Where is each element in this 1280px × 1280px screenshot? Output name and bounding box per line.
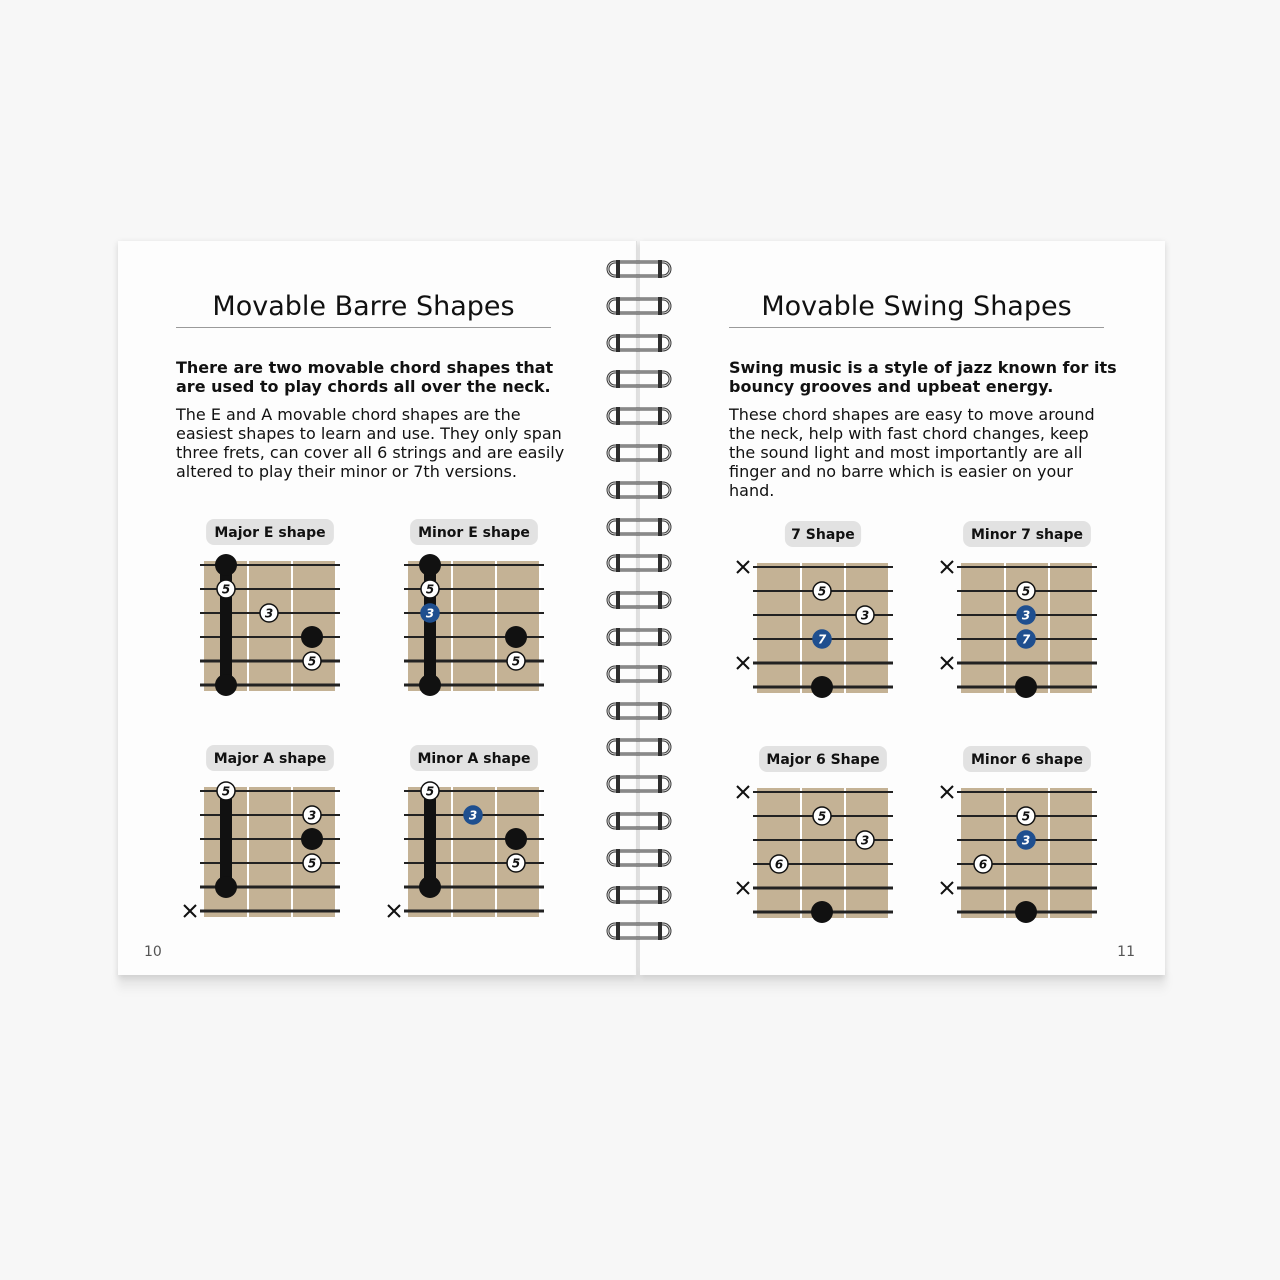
interval-label: 3 [860,608,870,623]
interval-label: 3 [425,606,435,621]
interval-label: 5 [1021,809,1031,824]
binding-coil [606,479,672,501]
root-dot [811,901,833,923]
interval-label: 5 [425,784,435,799]
body-paragraph: The E and A movable chord shapes are the easiest shapes to learn and use. They only span three frets, can cover all 6 strings and are easily altered to play their minor or 7th versions. [176,405,565,481]
diagram-label: Minor 7 shape [971,527,1083,543]
root-dot [215,876,237,898]
interval-label: 6 [774,857,784,872]
page-title: Movable Swing Shapes [729,291,1104,328]
chord-diagram [737,746,893,923]
root-dot [301,626,323,648]
diagram-label: Major E shape [214,525,326,541]
interval-label: 5 [307,654,317,669]
diagram-label: Major A shape [213,751,327,767]
binding-coil [606,368,672,390]
muted-string-x [941,657,953,669]
interval-label: 5 [511,856,521,871]
interval-label: 7 [817,632,827,647]
body-paragraph: These chord shapes are easy to move around the neck, help with fast chord changes, keep the sound light and most importantly are all finger and no barre which is easier on your hand. [729,405,1095,500]
diagram-label: 7 Shape [791,527,855,543]
root-dot [301,828,323,850]
binding-coil [606,847,672,869]
interval-label: 3 [860,833,870,848]
root-dot [215,674,237,696]
interval-label: 6 [978,857,988,872]
interval-label: 7 [1021,632,1031,647]
spiral-binding [600,258,680,958]
chord-diagram [941,746,1097,923]
binding-coil [606,736,672,758]
muted-string-x [737,657,749,669]
binding-coil [606,258,672,280]
page-number: 10 [144,944,162,960]
chord-diagram-grid [118,241,636,975]
interval-label: 5 [817,809,827,824]
chord-diagram [404,519,544,696]
root-dot [419,876,441,898]
interval-label: 3 [468,808,478,823]
interval-label: 3 [1021,833,1031,848]
chord-diagram [941,521,1097,698]
diagram-label: Major 6 Shape [766,752,880,768]
chord-diagram [737,521,893,698]
interval-label: 3 [264,606,274,621]
diagram-label: Minor 6 shape [971,752,1083,768]
binding-coil [606,552,672,574]
root-dot [419,674,441,696]
diagram-label: Minor E shape [418,525,530,541]
lead-paragraph: There are two movable chord shapes that are used to play chords all over the neck. [176,358,554,396]
binding-coil [606,884,672,906]
interval-label: 5 [307,856,317,871]
binding-coil [606,295,672,317]
chord-diagram [200,519,340,696]
right-page [640,241,1165,975]
root-dot [1015,676,1037,698]
interval-label: 5 [511,654,521,669]
page-number: 11 [1117,944,1135,960]
muted-string-x [184,905,196,917]
diagram-label: Minor A shape [417,751,531,767]
lead-paragraph: Swing music is a style of jazz known for its bouncy grooves and upbeat energy. [729,358,1117,396]
muted-string-x [737,882,749,894]
muted-string-x [941,882,953,894]
muted-string-x [941,561,953,573]
interval-label: 3 [1021,608,1031,623]
root-dot [505,626,527,648]
barre-bar [424,791,436,887]
binding-coil [606,516,672,538]
binding-coil [606,773,672,795]
barre-bar [220,791,232,887]
muted-string-x [737,561,749,573]
binding-coil [606,626,672,648]
book-shadow [118,975,1166,993]
interval-label: 5 [221,784,231,799]
muted-string-x [388,905,400,917]
root-dot [419,554,441,576]
chord-diagram-grid [640,241,1165,975]
binding-coil [606,332,672,354]
binding-coil [606,589,672,611]
muted-string-x [941,786,953,798]
root-dot [1015,901,1037,923]
muted-string-x [737,786,749,798]
binding-coil [606,405,672,427]
interval-label: 3 [307,808,317,823]
binding-coil [606,920,672,942]
page-title: Movable Barre Shapes [176,291,551,328]
left-page [118,241,637,975]
root-dot [811,676,833,698]
interval-label: 5 [1021,584,1031,599]
chord-diagram [388,745,544,917]
interval-label: 5 [425,582,435,597]
binding-coil [606,810,672,832]
binding-coil [606,442,672,464]
interval-label: 5 [817,584,827,599]
root-dot [505,828,527,850]
chord-diagram [184,745,340,917]
binding-coil [606,700,672,722]
root-dot [215,554,237,576]
interval-label: 5 [221,582,231,597]
binding-coil [606,663,672,685]
